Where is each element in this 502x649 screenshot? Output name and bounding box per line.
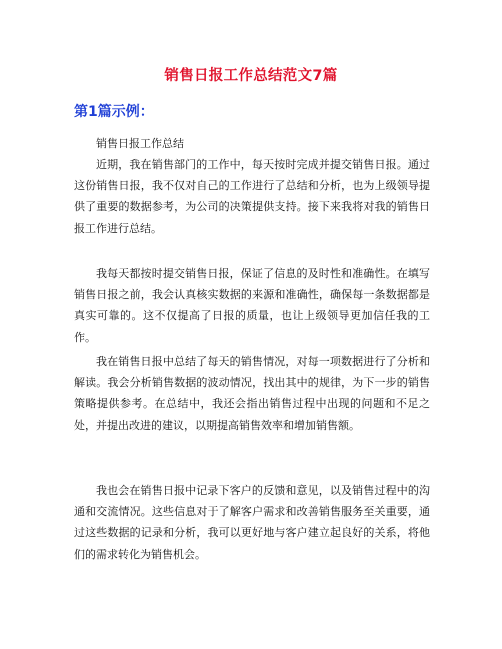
paragraph-4: 我也会在销售日报中记录下客户的反馈和意见，以及销售过程中的沟通和交流情况。这些信息对于了解客户需求和改善销售服务至关重要，通过这些数据的记录和分析，我可以更好地与客户建立起良好的关系，将他们的需求转化为销售机会。 [74,484,430,561]
document-title: 销售日报工作总结范文7篇 [164,68,338,84]
paragraph-1: 近期，我在销售部门的工作中，每天按时完成并提交销售日报。通过这份销售日报，我不仅对自己的工作进行了总结和分析，也为上级领导提供了重要的数据参考，为公司的决策提供支持。接下来我将对我的销售日报工作进行总结。 [74,158,430,235]
article-subtitle: 销售日报工作总结 [96,137,184,150]
section-heading: 第1篇示例： [74,104,154,120]
paragraph-2: 我每天都按时提交销售日报，保证了信息的及时性和准确性。在填写销售日报之前，我会认真核实数据的来源和准确性，确保每一条数据都是真实可靠的。这不仅提高了日报的质量，也让上级领导更加信任我的工作。 [74,267,430,344]
paragraph-3: 我在销售日报中总结了每天的销售情况，对每一项数据进行了分析和解读。我会分析销售数据的波动情况，找出其中的规律，为下一步的销售策略提供参考。在总结中，我还会指出销售过程中出现的问题和不足之处，并提出改进的建议，以期提高销售效率和增加销售额。 [74,355,430,432]
